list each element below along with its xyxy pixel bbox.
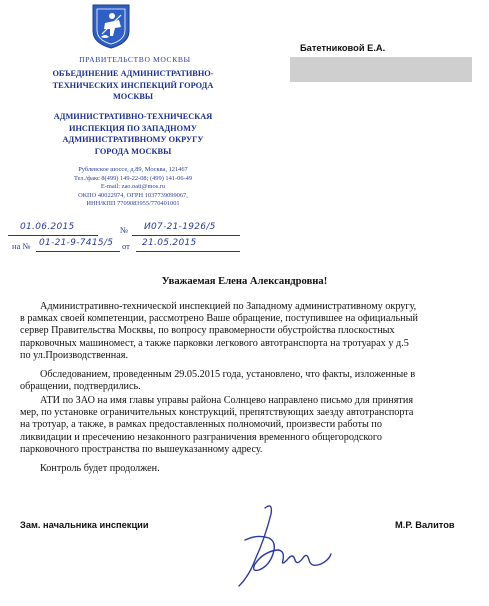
paragraph-1: Административно-технической инспекцией по Западному административному округу, в рамках своей компетенции, рассмотрено Ваше обращение, поступившее на официальный сервер Правительства Москвы, по вопросу правомерности обустройства плоскостных парковочных машиномест, а также парковки легкового автотранспорта на тротуарах у д.5 по ул.Производственная. [20, 301, 418, 361]
paragraph-3: АТИ по ЗАО на имя главы управы района Солнцево направлено письмо для принятия мер, по установке ограничительных конструкций, препятствующих заезду автотранспорта на тротуар, а также, в рамках предоставленных полномочий, произвести работы по ликвидации и пресечению незаконного разграничения временного общегородского парковочного пространства по вышеуказанному адресу. [20, 395, 414, 455]
salutation: Уважаемая Елена Александровна! [161, 276, 328, 287]
from-label: от [122, 241, 130, 251]
reference-number: 01-21-9-7415/5 [39, 238, 114, 248]
redacted-address-block [290, 57, 472, 82]
registration-date: 01.06.2015 [20, 222, 75, 232]
reference-label: на № [12, 241, 31, 251]
registration-line [8, 222, 240, 238]
okpo-ogrn: ОКПО 40022974, ОГРН 1037739099067, [78, 191, 188, 199]
paragraph-2: Обследованием, проведенным 29.05.2015 года, установлено, что факты, изложенные в обращении, подтвердились. [20, 369, 416, 393]
phone: Тел./факс 8(499) 149-22-08; (499) 141-06-49 [73, 174, 193, 182]
signer-position: Зам. начальника инспекции [20, 520, 149, 530]
email: E-mail: zao.oati@mos.ru [100, 183, 166, 191]
inspection-name: АДМИНИСТРАТИВНО-ТЕХНИЧЕСКАЯ ИНСПЕКЦИЯ ПО ЗАПАДНОМУ АДМИНИСТРАТИВНОМУ ОКРУГУ ГОРОДА МОСКВЫ [53, 112, 213, 156]
inn-kpp: ИНН/КПП 7709083955/770401001 [86, 200, 180, 208]
number-label: № [120, 225, 129, 235]
organization-name: ОБЪЕДИНЕНИЕ АДМИНИСТРАТИВНО- ТЕХНИЧЕСКИХ ИНСПЕКЦИЙ ГОРОДА МОСКВЫ [52, 69, 214, 101]
moscow-coat-of-arms-icon [91, 3, 131, 49]
paragraph-4: Контроль будет продолжен. [40, 463, 160, 474]
registration-number: И07-21-1926/5 [144, 222, 216, 232]
ministry-title: ПРАВИТЕЛЬСТВО МОСКВЫ [79, 55, 191, 64]
reference-line [8, 238, 240, 253]
handwritten-signature-icon [225, 500, 335, 590]
reference-date: 21.05.2015 [142, 238, 197, 248]
address: Рублевское шоссе, д.89, Москва, 121467 [78, 166, 188, 173]
contact-block [40, 166, 226, 209]
signer-name: М.Р. Валитов [395, 520, 455, 530]
recipient-name: Батетниковой Е.А. [300, 43, 386, 53]
